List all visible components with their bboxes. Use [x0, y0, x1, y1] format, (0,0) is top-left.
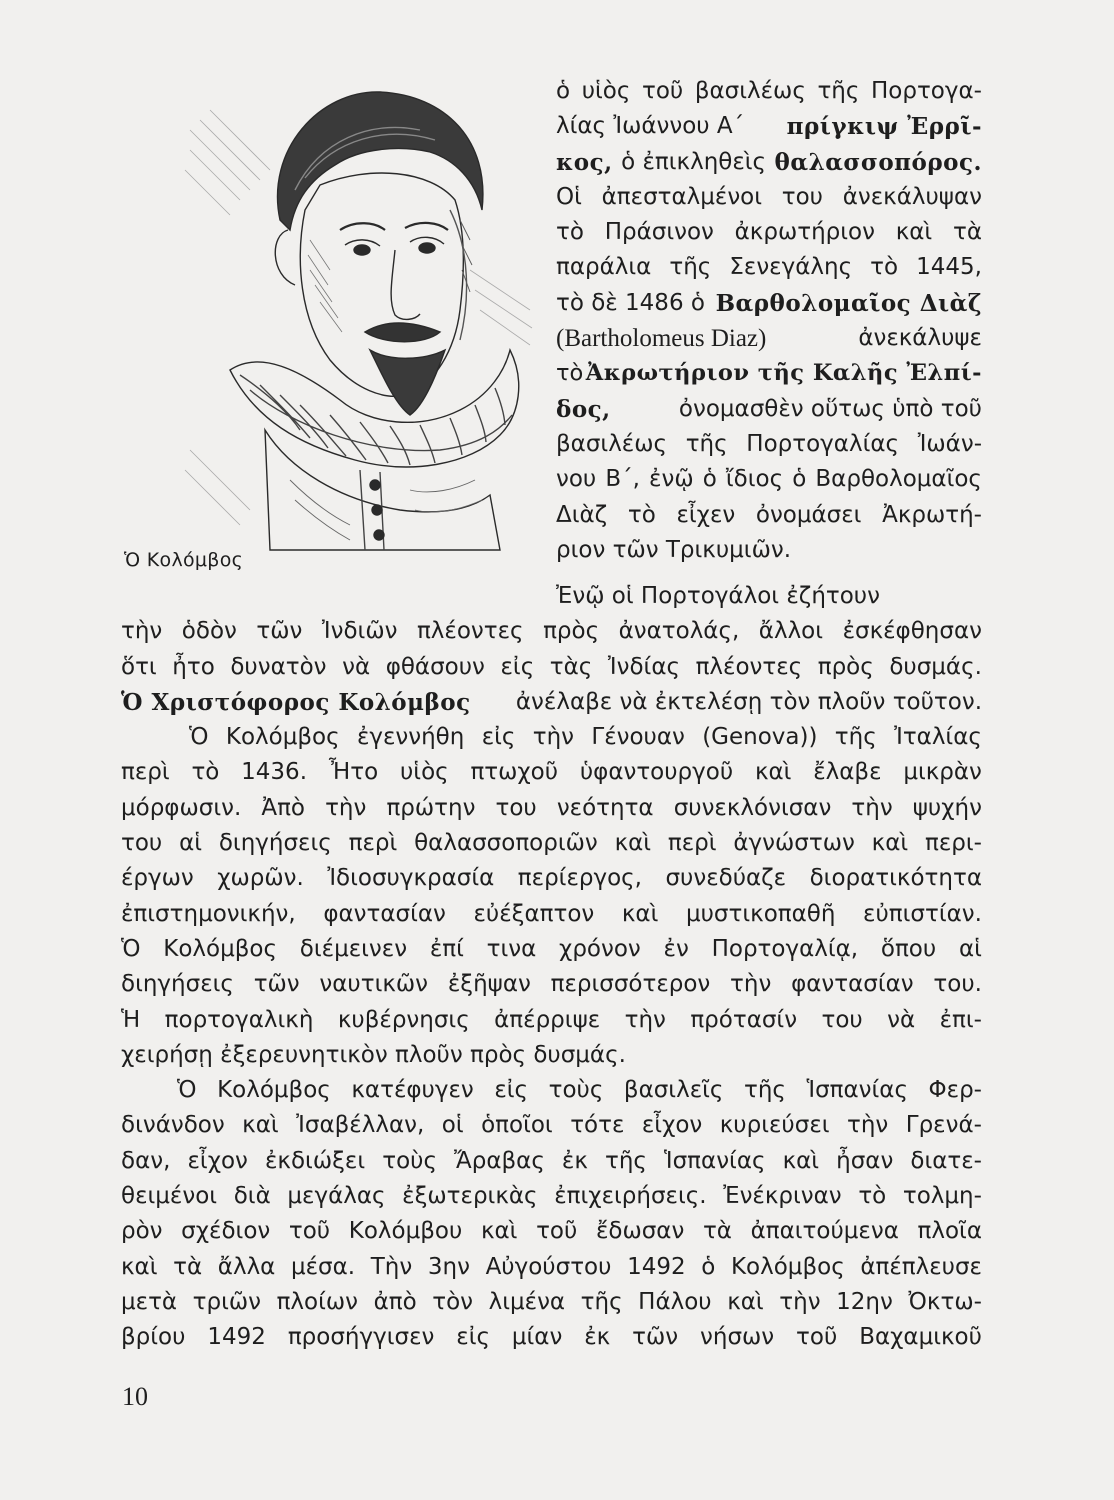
bold-term: κος, [556, 148, 613, 176]
text-line: μόρφωσιν. Ἀπὸ τὴν πρώτην του νεότητα συνεκλόνισαν τὴν ψυχήν [121, 794, 982, 821]
portrait-engraving [170, 70, 540, 560]
text-line: ρὸν σχέδιον τοῦ Κολόμβου καὶ τοῦ ἔδωσαν τὰ ἀπαιτούμενα πλοῖα [121, 1218, 982, 1245]
text-line: τὸ Ἀκρωτήριον τῆς Καλῆς Ἐλπί- [556, 356, 982, 391]
text-line: λίας Ἰωάννου Α΄ πρίγκιψ Ἐρρῖ- [556, 109, 982, 144]
text-line: ἐπιστημονικήν, φαντασίαν εὐέξαπτον καὶ μυστικοπαθῆ εὐπιστίαν. [121, 900, 982, 927]
text-line: βρίου 1492 προσήγγισεν εἰς μίαν ἐκ τῶν νήσων τοῦ Βαχαμικοῦ [121, 1324, 982, 1351]
text-line: τὸ δὲ 1486 ὁ Βαρθολομαῖος Διὰζ [556, 286, 982, 321]
text-line: τὴν ὁδὸν τῶν Ἰνδιῶν πλέοντες πρὸς ἀνατολάς, ἄλλοι ἐσκέφθησαν [121, 618, 982, 645]
body-text [121, 579, 982, 1356]
text-line: Ὁ Κολόμβος κατέφυγεν εἰς τοὺς βασιλεῖς τῆς Ἱσπανίας Φερ- [177, 1077, 982, 1104]
text-line: ὅτι ἦτο δυνατὸν νὰ φθάσουν εἰς τὰς Ἰνδίας πλέοντες πρὸς δυσμάς. [121, 653, 982, 680]
text-line: του αἱ διηγήσεις περὶ θαλασσοποριῶν καὶ περὶ ἀγνώστων καὶ περι- [121, 830, 982, 857]
text-line: παράλια τῆς Σενεγάλης τὸ 1445, [556, 254, 982, 281]
columbus-portrait [170, 70, 540, 560]
text-line: Ὁ Κολόμβος διέμεινεν ἐπί τινα χρόνον ἐν Πορτογαλίᾳ, ὅπου αἱ [121, 935, 982, 962]
text-line: δινάνδον καὶ Ἰσαβέλλαν, οἱ ὁποῖοι τότε εἶχον κυριεύσει τὴν Γρενά- [121, 1112, 982, 1139]
text-line: ὁ υἱὸς τοῦ βασιλέως τῆς Πορτογα- [556, 78, 982, 104]
page-number: 10 [122, 1382, 148, 1411]
bold-term: Βαρθολομαῖος Διὰζ [715, 289, 982, 317]
text-line: Ὁ Χριστόφορος Κολόμβος ἀνέλαβε νὰ ἐκτελέσῃ τὸν πλοῦν τοῦτον. [121, 685, 982, 720]
text-line: Ἡ πορτογαλικὴ κυβέρνησις ἀπέρριψε τὴν πρότασίν του νὰ ἐπι- [121, 1006, 982, 1033]
bold-term: θαλασσοπόρος. [774, 148, 982, 176]
text-line: ριον τῶν Τρικυμιῶν. [556, 536, 792, 563]
text-line: δαν, εἶχον ἐκδιώξει τοὺς Ἄραβας ἐκ τῆς Ἱσπανίας καὶ ἦσαν διατε- [121, 1147, 982, 1174]
text-line: καὶ τὰ ἄλλα μέσα. Τὴν 3ην Αὐγούστου 1492 ὁ Κολόμβος ἀπέπλευσε [121, 1253, 982, 1280]
bold-term: δος, [556, 395, 611, 423]
text-line: περὶ τὸ 1436. Ἦτο υἱὸς πτωχοῦ ὑφαντουργοῦ καὶ ἔλαβε μικρὰν [121, 759, 982, 786]
text-line: νου Β΄, ἐνῷ ὁ ἴδιος ὁ Βαρθολομαῖος [556, 466, 982, 493]
portrait-caption: Ὁ Κολόμβος [124, 549, 244, 571]
text-line: χειρήσῃ ἐξερευνητικὸν πλοῦν πρὸς δυσμάς. [121, 1041, 626, 1068]
bold-term: Ἀκρωτήριον τῆς Καλῆς Ἐλπί- [585, 360, 982, 387]
text-line: βασιλέως τῆς Πορτογαλίας Ἰωάν- [556, 430, 982, 457]
text-line: διηγήσεις τῶν ναυτικῶν ἐξῆψαν περισσότερον τὴν φαντασίαν του. [121, 971, 982, 998]
text-line: δος, ὀνομασθὲν οὕτως ὑπὸ τοῦ [556, 392, 982, 427]
text-line: τὸ Πράσινον ἀκρωτήριον καὶ τὰ [556, 219, 982, 246]
column-text [556, 74, 982, 568]
text-line: θειμένοι διὰ μεγάλας ἐξωτερικὰς ἐπιχειρήσεις. Ἐνέκριναν τὸ τολμη- [121, 1183, 982, 1210]
text-line: (Bartholomeus Diaz) ἀνεκάλυψε [556, 325, 982, 353]
text-line: Ὁ Κολόμβος ἐγεννήθη εἰς τὴν Γένουαν (Genova)) τῆς Ἰταλίας [189, 724, 982, 751]
bold-term: Ὁ Χριστόφορος Κολόμβος [121, 688, 471, 716]
text-line: Οἱ ἀπεσταλμένοι του ἀνεκάλυψαν [556, 183, 982, 210]
text-line: Διὰζ τὸ εἶχεν ὀνομάσει Ἀκρωτή- [556, 501, 982, 528]
bold-term: πρίγκιψ Ἐρρῖ- [786, 113, 982, 141]
text-line: κος, ὁ ἐπικληθεὶς θαλασσοπόρος. [556, 145, 982, 180]
text-line: μετὰ τριῶν πλοίων ἀπὸ τὸν λιμένα τῆς Πάλου καὶ τὴν 12ην Ὀκτω- [121, 1288, 982, 1315]
text-line: έργων χωρῶν. Ἰδιοσυγκρασία περίεργος, συνεδύαζε διορατικότητα [121, 865, 982, 892]
text-line: Ἐνῷ οἱ Πορτογάλοι ἐζήτουν [556, 583, 880, 609]
